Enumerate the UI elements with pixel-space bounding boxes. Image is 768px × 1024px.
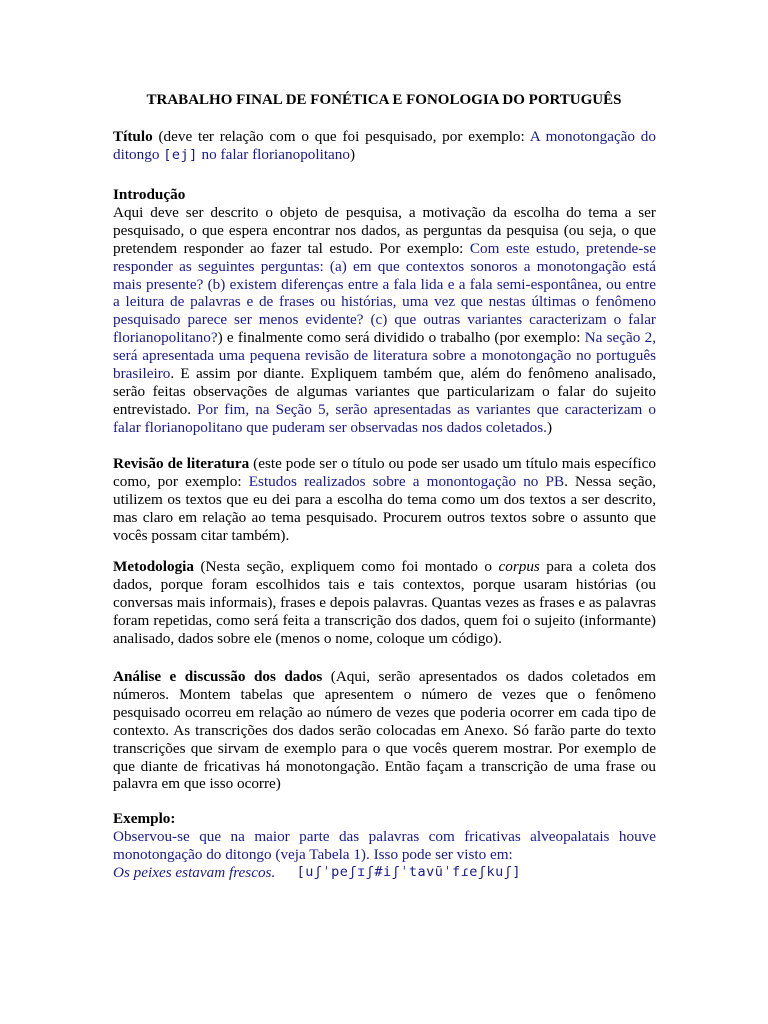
titulo-ipa: [ej] [163,146,198,163]
section-introducao [113,186,656,437]
metodologia-heading: Metodologia [113,558,194,575]
introducao-example-section2: Na seção 2, será apresentada uma pequena revisão de literatura sobre a monotongação no português brasileiro [113,329,657,383]
titulo-text: (deve ter relação com o que foi pesquisado, por exemplo: [152,128,530,145]
titulo-example: A monotongação do ditongo [113,128,656,163]
analise-heading: Análise e discussão dos dados [113,668,323,685]
section-metodologia [113,558,656,648]
section-titulo [113,128,656,165]
introducao-text: Aqui deve ser descrito o objeto de pesquisa, a motivação da escolha do tema a ser pesquisado, o que espera encontrar nos dados, as perguntas da pesquisa (ou seja, o que pretendem responder ao fazer tal estudo. Por exemplo: [113,203,656,257]
titulo-heading: Título [113,128,153,145]
analise-text: (Aqui, serão apresentados os dados coletados em números. Montem tabelas que apresentem o número de vezes que o fenômeno pesquisado ocorreu em relação ao número de vezes que poderia ocorrer em cada tipo de contexto. As transcrições dos dados serão colocadas em Anexo. Só farão parte do texto transcrições que sirvam de exemplo para o que vocês querem mostrar. Por exemplo de que diante de fricativas há monotongação. Então façam a transcrição de uma frase ou palavra em que isso ocorre) [113,668,656,793]
titulo-example-end: no falar florianopolitano [197,145,350,163]
revisao-example: Estudos realizados sobre a monontogação no PB [248,472,565,490]
introducao-example-section5: Por fim, na Seção 5, serão apresentadas as variantes que caracterizam o falar florianopolitano que puderam ser observadas nos dados coletados. [113,400,656,436]
exemplo-sentence: Os peixes estavam frescos. [113,863,276,881]
titulo-close: ) [349,145,356,163]
revisao-text-2: . Nessa seção, utilizem os textos que eu dei para a escolha do tema como um dos textos a ser descrito, mas claro em relação ao tema pesquisado. Procurem outros textos sobre o assunto que vocês possam citar também). [113,472,656,544]
introducao-heading: Introdução [113,186,186,203]
exemplo-text: Observou-se que na maior parte das palavras com fricativas alveopalatais houve monotongação do ditongo (veja Tabela 1). Isso pode ser visto em: [113,827,656,863]
section-analise [113,668,656,793]
document-title: TRABALHO FINAL DE FONÉTICA E FONOLOGIA DO PORTUGUÊS [146,92,622,108]
exemplo-line [113,864,656,882]
metodologia-text: (Nesta seção, expliquem como foi montado o [194,558,499,575]
section-revisao [113,455,656,545]
exemplo-heading: Exemplo: [113,810,176,827]
revisao-heading: Revisão de literatura [113,455,250,472]
exemplo-ipa-transcription: [uʃˈpeʃɪʃ#iʃˈtavũˈfɾeʃkuʃ] [296,863,521,880]
introducao-example-questions: Com este estudo, pretende-se responder as seguintes perguntas: (a) em que contextos sonoros a monotongação está mais presente? (b) existem diferenças entre a fala lida e a fala semi-espontânea, ou entre a leitura de palavras e de frases ou histórias, uma vez que nestas últimas o fenômeno pesquisado parece ser menos evidente? (c) que outras variantes caracterizam o falar florianopolitano? [113,239,656,347]
metodologia-corpus: corpus [498,558,540,575]
section-exemplo [113,810,656,882]
introducao-text-2: ) e finalmente como será dividido o trabalho (por exemplo: [217,329,585,347]
metodologia-text-2: para a coleta dos dados, porque foram escolhidos tais e tais contextos, porque usaram histórias (ou conversas mais informais), frases e depois palavras. Quantas vezes as frases e as palavras foram repetidas, como será feita a transcrição dos dados, quem foi o sujeito (informante) analisado, dados sobre ele (menos o nome, coloque um código). [113,558,656,647]
introducao-text-3: . E assim por diante. Expliquem também que, além do fenômeno analisado, serão feitas observações de algumas variantes que particularizam o falar do sujeito entrevistado. [113,365,656,418]
introducao-body [113,204,656,437]
introducao-text-4: ) [546,418,553,436]
revisao-text: (este pode ser o título ou pode ser usado um título mais específico como, por exemplo: [113,455,656,490]
